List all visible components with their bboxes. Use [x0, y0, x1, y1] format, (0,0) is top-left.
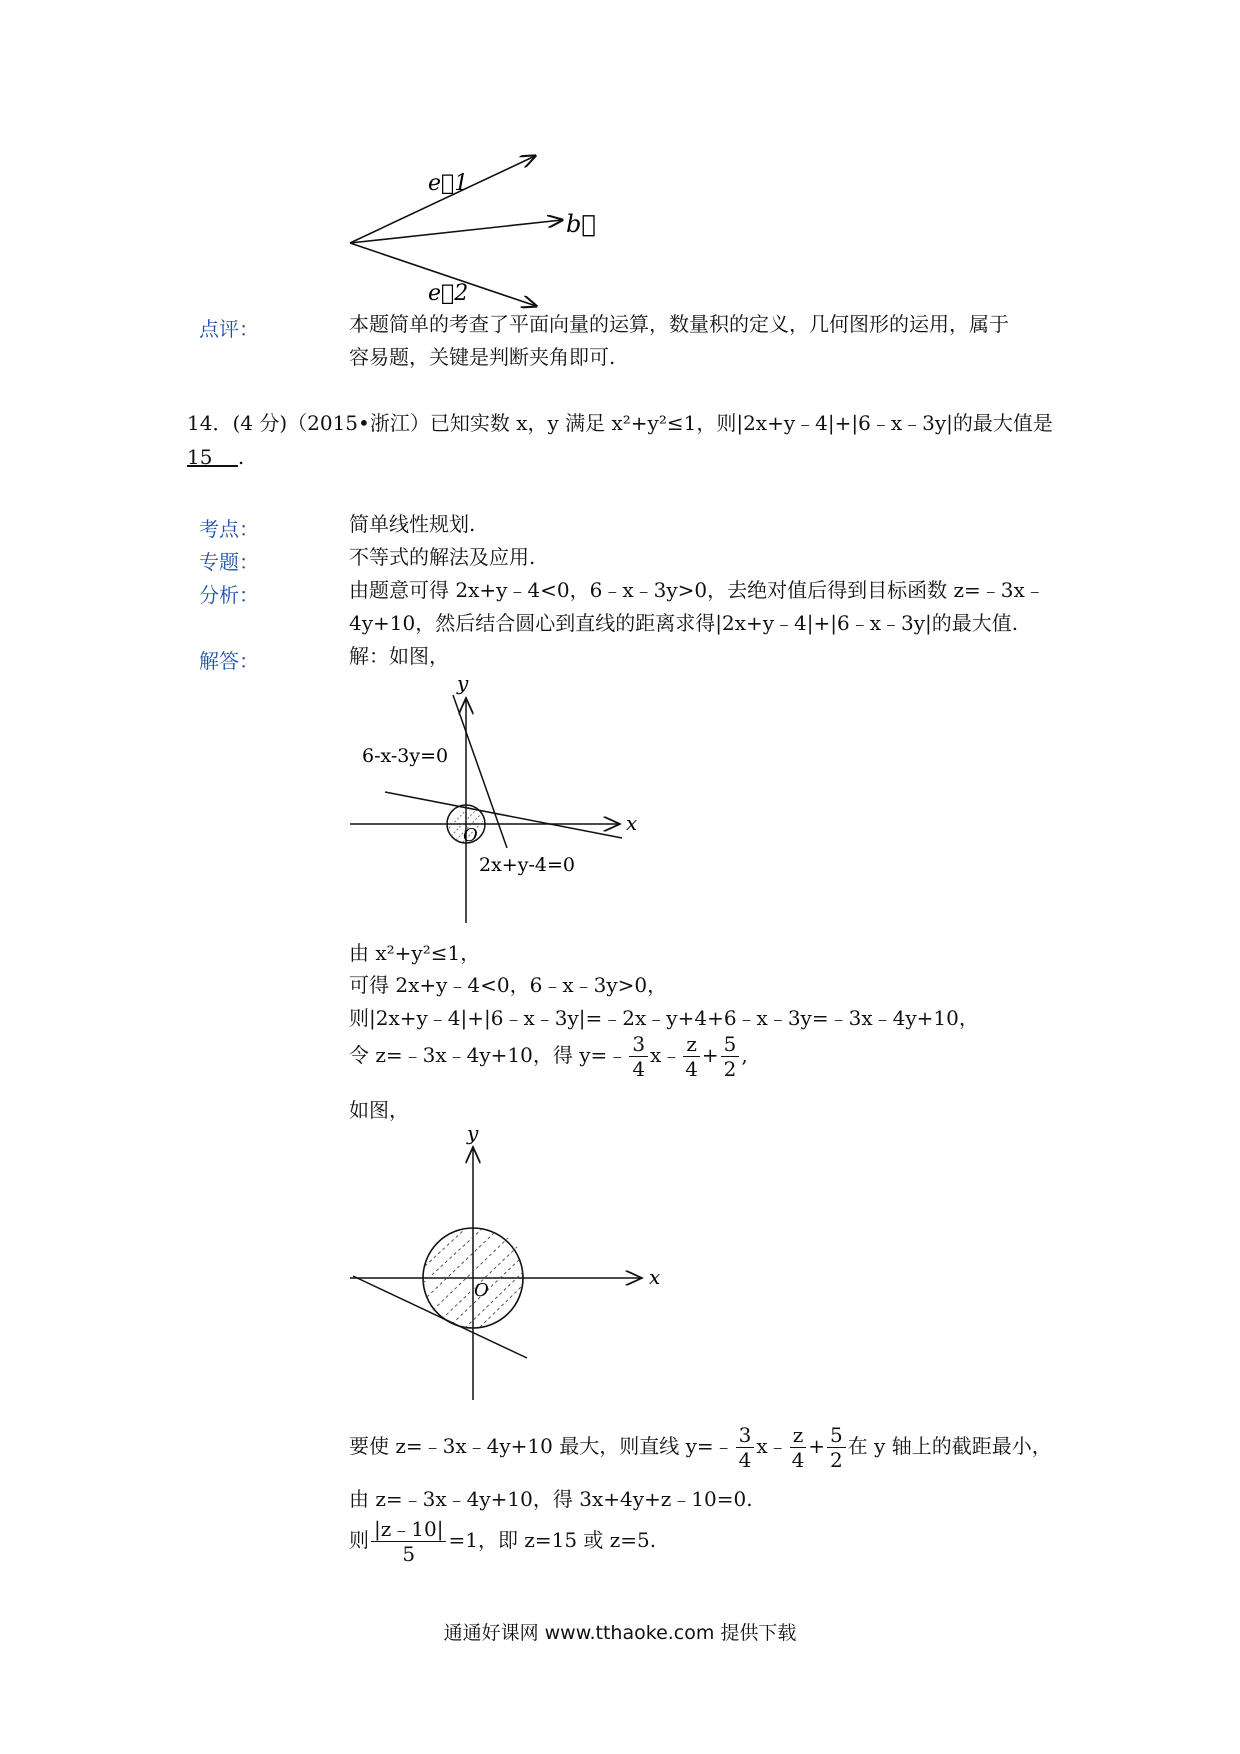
review-text-line1: 本题简单的考查了平面向量的运算，数量积的定义，几何图形的运用，属于 — [349, 312, 1009, 336]
step-6: 要使 z=﹣3x﹣4y+10 最大，则直线 y=﹣ $\frac{3}{4}$ x﹣ $\frac{z}{4}$ + $\frac{5}{2}$ 在 y 轴上的截距最小， — [349, 1423, 1052, 1472]
step-8: 则 $\frac{|z﹣10|}{5}$ =1，即 z=15 或 z=5. — [349, 1517, 657, 1566]
step-2: 可得 2x+y﹣4<0，6﹣x﹣3y>0， — [349, 973, 668, 997]
jieda-text: 解：如图， — [349, 644, 449, 668]
fraction-3-4: $\frac{3}{4}$ — [629, 1032, 648, 1081]
fenxi-label: 分析： — [199, 583, 259, 607]
question-14-line1: 14．(4 分)（2015•浙江）已知实数 x，y 满足 x²+y²≤1，则|2x+y﹣4|+|6﹣x﹣3y|的最大值是 — [187, 411, 1053, 435]
vector-e1 — [350, 156, 535, 243]
graph1-line1-label: 6-x-3y=0 — [362, 745, 449, 767]
tangent-line — [353, 1276, 527, 1358]
step-7: 由 z=﹣3x﹣4y+10，得 3x+4y+z﹣10=0. — [349, 1487, 753, 1511]
label-e2: e⃗2 — [428, 281, 469, 306]
review-label: 点评： — [199, 317, 259, 341]
graph1-x-label: x — [626, 811, 638, 835]
jieda-label: 解答： — [199, 649, 259, 673]
graph1-line2-label: 2x+y-4=0 — [479, 854, 575, 876]
fraction-5-2: $\frac{5}{2}$ — [721, 1032, 740, 1081]
fraction-z-4: $\frac{z}{4}$ — [791, 1423, 805, 1472]
kaodian-label: 考点： — [199, 517, 259, 541]
label-b: b⃗ — [566, 210, 596, 238]
graph1-origin-label: O — [463, 825, 478, 846]
line-6-x-3y — [385, 792, 622, 838]
review-text-line2: 容易题，关键是判断夹角即可. — [349, 345, 616, 369]
graph-2 — [345, 1125, 675, 1405]
step-3: 则|2x+y﹣4|+|6﹣x﹣3y|=﹣2x﹣y+4+6﹣x﹣3y=﹣3x﹣4y+10， — [349, 1006, 979, 1030]
zhuanti-label: 专题： — [199, 550, 259, 574]
line-2x-y-4 — [453, 695, 507, 848]
graph2-origin-label: O — [474, 1280, 489, 1301]
step-1: 由 x²+y²≤1， — [349, 941, 481, 965]
vector-b — [350, 220, 562, 243]
fenxi-text-line1: 由题意可得 2x+y﹣4<0，6﹣x﹣3y>0，去绝对值后得到目标函数 z=﹣3x﹣ — [349, 578, 1045, 602]
graph2-y-label: y — [467, 1125, 479, 1145]
graph1-y-label: y — [457, 671, 469, 695]
fenxi-text-line2: 4y+10，然后结合圆心到直线的距离求得|2x+y﹣4|+|6﹣x﹣3y|的最大值. — [349, 611, 1019, 635]
question-14-answer: 15 — [187, 445, 213, 469]
fraction-3-4: $\frac{3}{4}$ — [736, 1423, 755, 1472]
step-5: 如图， — [349, 1098, 409, 1122]
step-4: 令 z=﹣3x﹣4y+10，得 y=﹣ $\frac{3}{4}$ x﹣ $\frac{z}{4}$ + $\frac{5}{2}$ , — [349, 1032, 748, 1081]
footer-text: 通通好课网 www.tthaoke.com 提供下载 — [443, 1622, 797, 1644]
zhuanti-text: 不等式的解法及应用. — [349, 545, 536, 569]
kaodian-text: 简单线性规划. — [349, 512, 476, 536]
fraction-z-4: $\frac{z}{4}$ — [685, 1032, 698, 1081]
label-e1: e⃗1 — [428, 171, 469, 196]
question-14-line2: 15 . — [187, 445, 245, 469]
vector-diagram — [340, 150, 600, 310]
fraction-z10-5: $\frac{|z﹣10|}{5}$ — [371, 1517, 446, 1566]
graph-1 — [345, 668, 645, 928]
fraction-5-2: $\frac{5}{2}$ — [827, 1423, 846, 1472]
graph2-x-label: x — [649, 1265, 661, 1289]
